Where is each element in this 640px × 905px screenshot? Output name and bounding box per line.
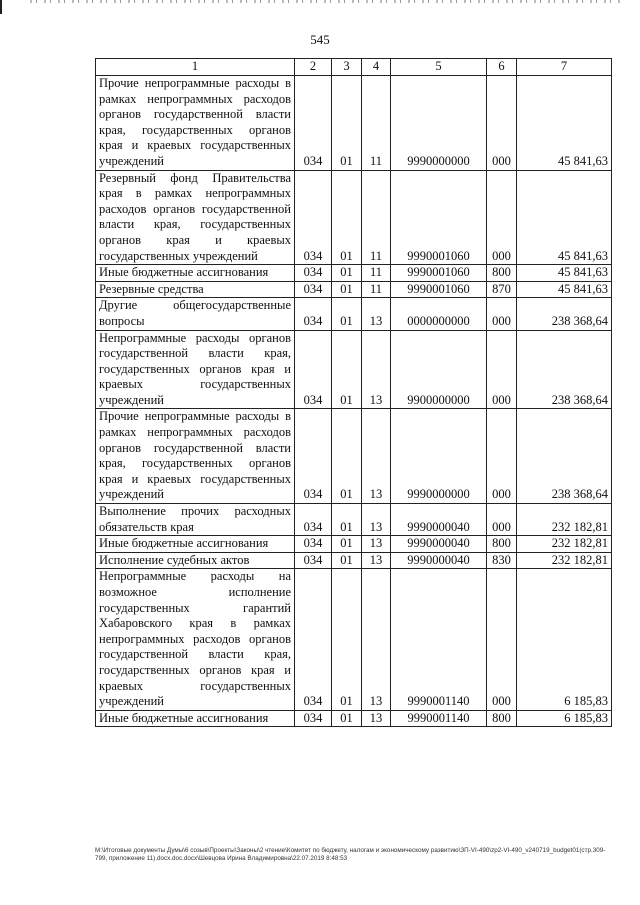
row-target-code: 9990000040 [391, 536, 487, 553]
row-name: Выполнение прочих расходных обязательств края [96, 504, 295, 536]
col-header-7: 7 [517, 59, 612, 76]
row-section-code: 01 [332, 569, 362, 710]
header-row [96, 59, 612, 76]
row-expense-type: 000 [487, 298, 517, 330]
row-name: Резервные средства [96, 281, 295, 298]
row-subsection-code: 13 [362, 536, 391, 553]
row-section-code: 01 [332, 552, 362, 569]
table-row [96, 504, 612, 536]
row-section-code: 01 [332, 330, 362, 409]
col-header-1: 1 [96, 59, 295, 76]
row-name: Прочие непрограммные расходы в рамках непрограммных расходов органов государственной власти края, государственных органов края и краевых государственных учреждений [96, 409, 295, 504]
row-expense-type: 000 [487, 76, 517, 171]
row-section-code: 01 [332, 298, 362, 330]
row-section-code: 01 [332, 265, 362, 282]
file-path-footer: М:\Итоговые документы Думы\6 созыв\Проекты\Законы\2 чтение\Комитет по бюджету, налогам и экономическому развитию\ЗП-VI-490\zp2-VI-490_v240719_budget01(стр.309-799, приложение 11).docx.doc.docx\Шевцова Ирина Владимировна\22.07.2019 8:48:53 [95, 847, 606, 862]
row-target-code: 9990001060 [391, 265, 487, 282]
row-name: Иные бюджетные ассигнования [96, 536, 295, 553]
row-target-code: 9990000040 [391, 504, 487, 536]
scan-header-artifact [30, 0, 620, 3]
row-subsection-code: 13 [362, 330, 391, 409]
row-amount: 45 841,63 [517, 281, 612, 298]
row-target-code: 0000000000 [391, 298, 487, 330]
row-ministry-code: 034 [295, 281, 332, 298]
row-subsection-code: 13 [362, 552, 391, 569]
table-row [96, 281, 612, 298]
row-ministry-code: 034 [295, 298, 332, 330]
row-expense-type: 000 [487, 409, 517, 504]
row-subsection-code: 13 [362, 504, 391, 536]
row-amount: 238 368,64 [517, 409, 612, 504]
row-expense-type: 000 [487, 504, 517, 536]
row-name: Прочие непрограммные расходы в рамках непрограммных расходов органов государственной власти края, государственных органов края и краевых государственных учреждений [96, 76, 295, 171]
row-amount: 45 841,63 [517, 265, 612, 282]
row-section-code: 01 [332, 281, 362, 298]
table-row [96, 552, 612, 569]
row-expense-type: 000 [487, 569, 517, 710]
table-row [96, 536, 612, 553]
row-amount: 6 185,83 [517, 710, 612, 727]
row-section-code: 01 [332, 710, 362, 727]
row-target-code: 9990000000 [391, 409, 487, 504]
table-row [96, 710, 612, 727]
row-amount: 6 185,83 [517, 569, 612, 710]
row-ministry-code: 034 [295, 409, 332, 504]
row-amount: 232 182,81 [517, 536, 612, 553]
row-name: Исполнение судебных актов [96, 552, 295, 569]
row-name: Другие общегосударственные вопросы [96, 298, 295, 330]
row-subsection-code: 11 [362, 170, 391, 265]
col-header-3: 3 [332, 59, 362, 76]
row-section-code: 01 [332, 409, 362, 504]
row-ministry-code: 034 [295, 552, 332, 569]
row-section-code: 01 [332, 536, 362, 553]
row-amount: 232 182,81 [517, 504, 612, 536]
row-ministry-code: 034 [295, 76, 332, 171]
row-target-code: 9990001060 [391, 281, 487, 298]
row-name: Непрограммные расходы органов государственной власти края, государственных органов края и краевых государственных учреждений [96, 330, 295, 409]
row-subsection-code: 13 [362, 569, 391, 710]
row-expense-type: 870 [487, 281, 517, 298]
row-subsection-code: 13 [362, 409, 391, 504]
budget-table [95, 58, 612, 727]
row-expense-type: 800 [487, 536, 517, 553]
row-target-code: 9900000000 [391, 330, 487, 409]
row-subsection-code: 13 [362, 298, 391, 330]
col-header-4: 4 [362, 59, 391, 76]
row-section-code: 01 [332, 504, 362, 536]
table-row [96, 569, 612, 710]
table-row [96, 170, 612, 265]
col-header-6: 6 [487, 59, 517, 76]
row-expense-type: 000 [487, 170, 517, 265]
row-subsection-code: 11 [362, 265, 391, 282]
page-number: 545 [310, 32, 330, 47]
row-name: Непрограммные расходы на возможное исполнение государственных гарантий Хабаровского края в рамках непрограммных расходов органов государственной власти края, государственных органов края и краевых государственных учреждений [96, 569, 295, 710]
row-ministry-code: 034 [295, 265, 332, 282]
row-ministry-code: 034 [295, 536, 332, 553]
page-edge-mark [0, 0, 2, 14]
row-name: Иные бюджетные ассигнования [96, 265, 295, 282]
row-subsection-code: 11 [362, 281, 391, 298]
row-expense-type: 800 [487, 265, 517, 282]
row-target-code: 9990000040 [391, 552, 487, 569]
col-header-5: 5 [391, 59, 487, 76]
table-row [96, 76, 612, 171]
row-ministry-code: 034 [295, 569, 332, 710]
table-row [96, 265, 612, 282]
row-ministry-code: 034 [295, 710, 332, 727]
row-ministry-code: 034 [295, 170, 332, 265]
col-header-2: 2 [295, 59, 332, 76]
row-name: Иные бюджетные ассигнования [96, 710, 295, 727]
row-amount: 238 368,64 [517, 298, 612, 330]
table-row [96, 298, 612, 330]
row-subsection-code: 13 [362, 710, 391, 727]
row-target-code: 9990001140 [391, 569, 487, 710]
row-expense-type: 800 [487, 710, 517, 727]
row-target-code: 9990001060 [391, 170, 487, 265]
row-section-code: 01 [332, 76, 362, 171]
row-amount: 238 368,64 [517, 330, 612, 409]
row-ministry-code: 034 [295, 330, 332, 409]
row-amount: 45 841,63 [517, 76, 612, 171]
row-name: Резервный фонд Правительства края в рамках непрограммных расходов органов государственной власти края, государственных органов края и краевых государственных учреждений [96, 170, 295, 265]
row-ministry-code: 034 [295, 504, 332, 536]
row-expense-type: 830 [487, 552, 517, 569]
row-target-code: 9990000000 [391, 76, 487, 171]
row-subsection-code: 11 [362, 76, 391, 171]
row-target-code: 9990001140 [391, 710, 487, 727]
row-section-code: 01 [332, 170, 362, 265]
row-expense-type: 000 [487, 330, 517, 409]
table-row [96, 409, 612, 504]
table-row [96, 330, 612, 409]
row-amount: 45 841,63 [517, 170, 612, 265]
row-amount: 232 182,81 [517, 552, 612, 569]
